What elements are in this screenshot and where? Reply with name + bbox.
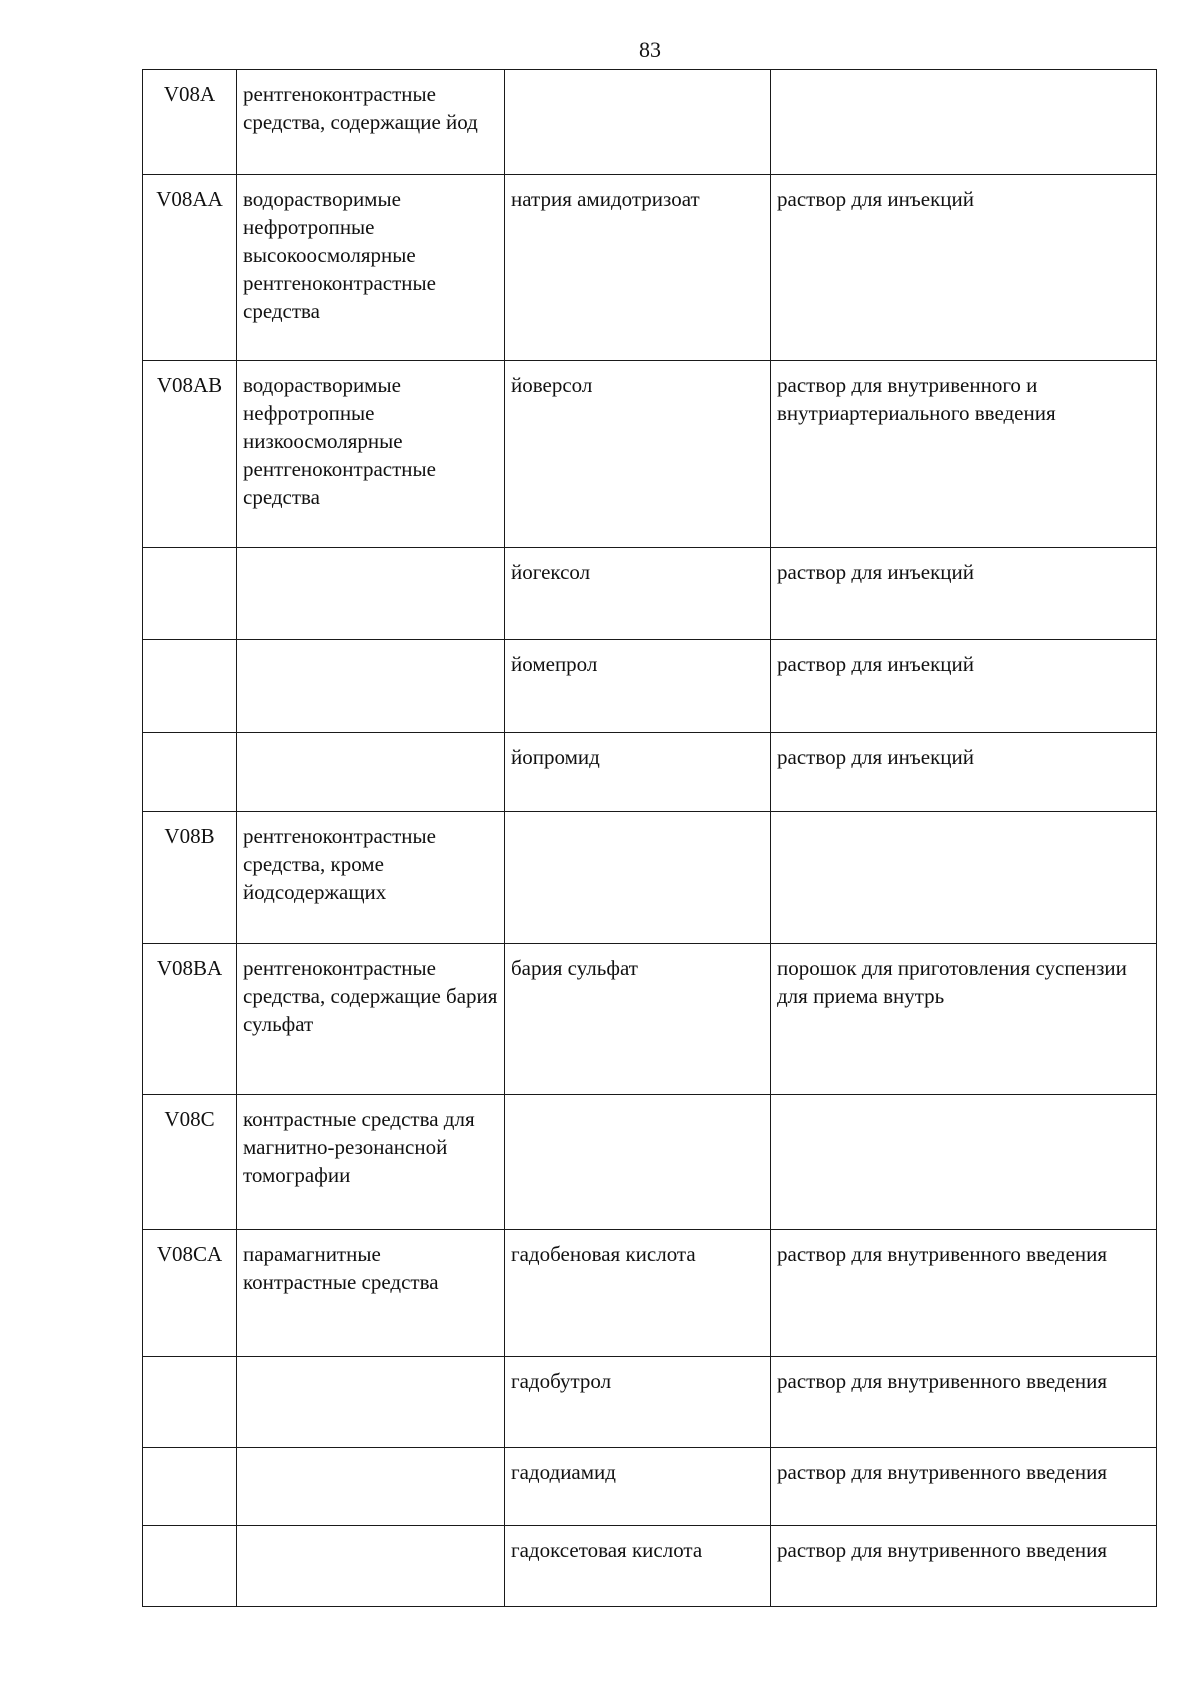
dosage-form-cell: раствор для инъекций: [771, 733, 1157, 812]
atc-code-cell: [143, 1526, 237, 1607]
table-row: [143, 1448, 1157, 1526]
dosage-form-cell: раствор для внутривенного введения: [771, 1448, 1157, 1526]
atc-code-cell: V08A: [143, 70, 237, 175]
table-row: [143, 812, 1157, 944]
atc-code-cell: V08BA: [143, 944, 237, 1095]
pharmacological-group-cell: [237, 640, 505, 733]
drug-name-cell: [505, 812, 771, 944]
table-row: [143, 548, 1157, 640]
atc-code-cell: [143, 733, 237, 812]
drug-name-cell: йоверсол: [505, 361, 771, 548]
pharmacological-group-cell: [237, 733, 505, 812]
pharmacological-group-cell: водорастворимые нефротропные низкоосмолярные рентгеноконтрастные средства: [237, 361, 505, 548]
dosage-form-cell: порошок для приготовления суспензии для приема внутрь: [771, 944, 1157, 1095]
atc-code-cell: [143, 1357, 237, 1448]
atc-code-cell: [143, 548, 237, 640]
table-row: [143, 640, 1157, 733]
atc-code-cell: V08B: [143, 812, 237, 944]
dosage-form-cell: раствор для внутривенного введения: [771, 1357, 1157, 1448]
atc-code-cell: V08AB: [143, 361, 237, 548]
atc-code-cell: [143, 1448, 237, 1526]
dosage-form-cell: раствор для внутривенного введения: [771, 1526, 1157, 1607]
pharmacological-group-cell: рентгеноконтрастные средства, кроме йодсодержащих: [237, 812, 505, 944]
drug-name-cell: гадоксетовая кислота: [505, 1526, 771, 1607]
pharmacological-group-cell: рентгеноконтрастные средства, содержащие бария сульфат: [237, 944, 505, 1095]
dosage-form-cell: раствор для инъекций: [771, 548, 1157, 640]
pharmacological-group-cell: рентгеноконтрастные средства, содержащие йод: [237, 70, 505, 175]
table-row: [143, 944, 1157, 1095]
drug-name-cell: йогексол: [505, 548, 771, 640]
table-row: [143, 1526, 1157, 1607]
dosage-form-cell: [771, 70, 1157, 175]
pharmacological-group-cell: [237, 548, 505, 640]
table-row: [143, 1230, 1157, 1357]
atc-code-cell: V08C: [143, 1095, 237, 1230]
drug-name-cell: [505, 70, 771, 175]
dosage-form-cell: раствор для внутривенного и внутриартериального введения: [771, 361, 1157, 548]
drug-name-cell: йопромид: [505, 733, 771, 812]
dosage-form-cell: раствор для инъекций: [771, 640, 1157, 733]
drug-name-cell: [505, 1095, 771, 1230]
drug-name-cell: бария сульфат: [505, 944, 771, 1095]
drug-name-cell: гадобеновая кислота: [505, 1230, 771, 1357]
page-number: 83: [639, 37, 661, 62]
table-row: [143, 1357, 1157, 1448]
pharmacological-group-cell: [237, 1357, 505, 1448]
atc-code-cell: [143, 640, 237, 733]
pharmacological-group-cell: водорастворимые нефротропные высокоосмолярные рентгеноконтрастные средства: [237, 175, 505, 361]
drug-name-cell: гадобутрол: [505, 1357, 771, 1448]
drug-name-cell: натрия амидотризоат: [505, 175, 771, 361]
pharmacological-group-cell: парамагнитные контрастные средства: [237, 1230, 505, 1357]
pharmacological-group-cell: [237, 1526, 505, 1607]
table-row: [143, 70, 1157, 175]
dosage-form-cell: [771, 812, 1157, 944]
table-row: [143, 175, 1157, 361]
table-row: [143, 1095, 1157, 1230]
dosage-form-cell: [771, 1095, 1157, 1230]
dosage-form-cell: раствор для инъекций: [771, 175, 1157, 361]
table-row: [143, 361, 1157, 548]
dosage-form-cell: раствор для внутривенного введения: [771, 1230, 1157, 1357]
drug-name-cell: йомепрол: [505, 640, 771, 733]
pharmacological-group-cell: контрастные средства для магнитно-резонансной томографии: [237, 1095, 505, 1230]
drug-table: [142, 69, 1157, 1607]
drug-name-cell: гадодиамид: [505, 1448, 771, 1526]
pharmacological-group-cell: [237, 1448, 505, 1526]
table-row: [143, 733, 1157, 812]
atc-code-cell: V08AA: [143, 175, 237, 361]
atc-code-cell: V08CA: [143, 1230, 237, 1357]
